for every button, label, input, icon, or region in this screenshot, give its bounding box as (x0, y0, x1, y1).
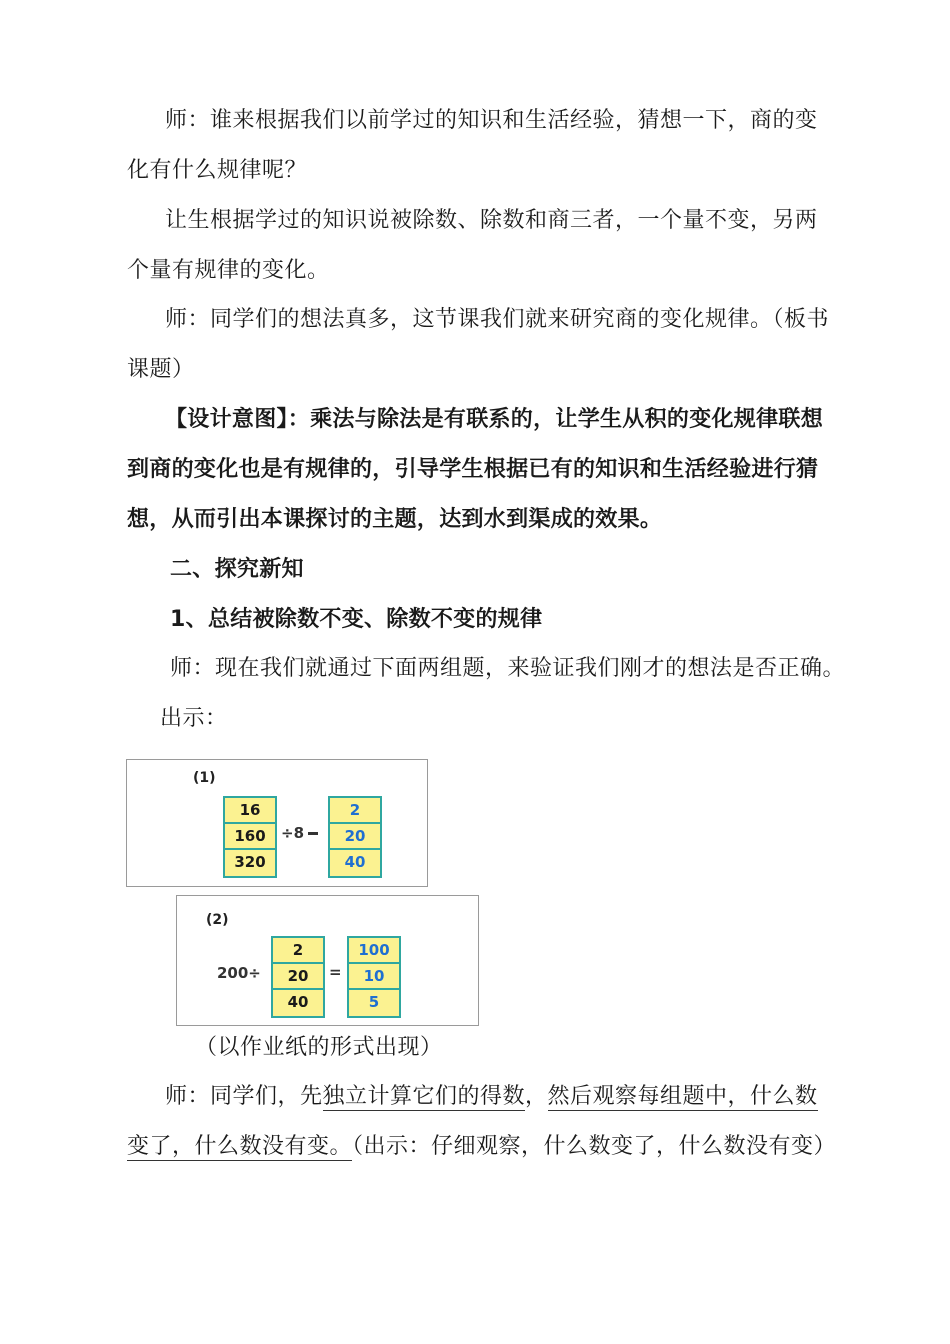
quotient-cell: 100 (349, 938, 399, 964)
quotient-column (328, 796, 382, 878)
worksheet-figure-2 (176, 895, 479, 1026)
paragraph-line (165, 1083, 818, 1111)
underlined-text: 然后观察每组题中，什么数 (547, 1084, 818, 1109)
section-heading: 二、探究新知 (170, 557, 304, 582)
text-segment: （出示：仔细观察，什么数变了，什么数没有变） (352, 1134, 837, 1159)
dividend-cell: 160 (225, 824, 275, 850)
quotient-cell: 2 (330, 798, 380, 824)
design-intent-line: 想，从而引出本课探讨的主题，达到水到渠成的效果。 (127, 507, 663, 532)
quotient-cell: 10 (349, 964, 399, 990)
figure-caption: （以作业纸的形式出现） (195, 1035, 443, 1060)
paragraph-line: 个量有规律的变化。 (127, 258, 330, 283)
paragraph-line: 化有什么规律呢？ (127, 158, 308, 183)
underlined-text: 变了，什么数没有变。 (127, 1134, 353, 1159)
paragraph-line (127, 1133, 836, 1161)
text-segment: ， (525, 1084, 548, 1109)
show-label: 出示： (160, 706, 228, 731)
divisor-cell: 2 (273, 938, 323, 964)
paragraph-line: 让生根据学过的知识说被除数、除数和商三者，一个量不变，另两 (165, 208, 818, 233)
subsection-heading: 1、总结被除数不变、除数不变的规律 (170, 607, 543, 632)
quotient-cell: 20 (330, 824, 380, 850)
text-segment: 师：同学们，先 (165, 1084, 323, 1109)
divisor-cell: 40 (273, 990, 323, 1016)
paragraph-line: 师：同学们的想法真多，这节课我们就来研究商的变化规律。（板书 (165, 307, 830, 332)
dividend-cell: 320 (225, 850, 275, 876)
dividend-cell: 16 (225, 798, 275, 824)
equals-sign: = (329, 963, 342, 981)
quotient-cell: 40 (330, 850, 380, 876)
design-intent-line: 【设计意图】：乘法与除法是有联系的，让学生从积的变化规律联想 (165, 407, 824, 432)
divide-operator: ÷8 (281, 824, 305, 842)
quotient-cell: 5 (349, 990, 399, 1016)
figure-label: (1) (193, 770, 216, 786)
quotient-column (347, 936, 401, 1018)
divisor-column (271, 936, 325, 1018)
paragraph-line: 师：现在我们就通过下面两组题，来验证我们刚才的想法是否正确。 (170, 656, 846, 681)
figure-label: (2) (206, 912, 229, 928)
paragraph-line: 课题） (127, 357, 195, 382)
underlined-text: 独立计算它们的得数 (322, 1084, 526, 1109)
worksheet-figure-1 (126, 759, 428, 887)
divisor-cell: 20 (273, 964, 323, 990)
paragraph-line: 师：谁来根据我们以前学过的知识和生活经验，猜想一下，商的变 (165, 108, 818, 133)
dividend-label: 200÷ (217, 964, 261, 982)
design-intent-line: 到商的变化也是有规律的，引导学生根据已有的知识和生活经验进行猜 (127, 457, 819, 482)
dividend-column (223, 796, 277, 878)
equals-sign (308, 832, 318, 835)
